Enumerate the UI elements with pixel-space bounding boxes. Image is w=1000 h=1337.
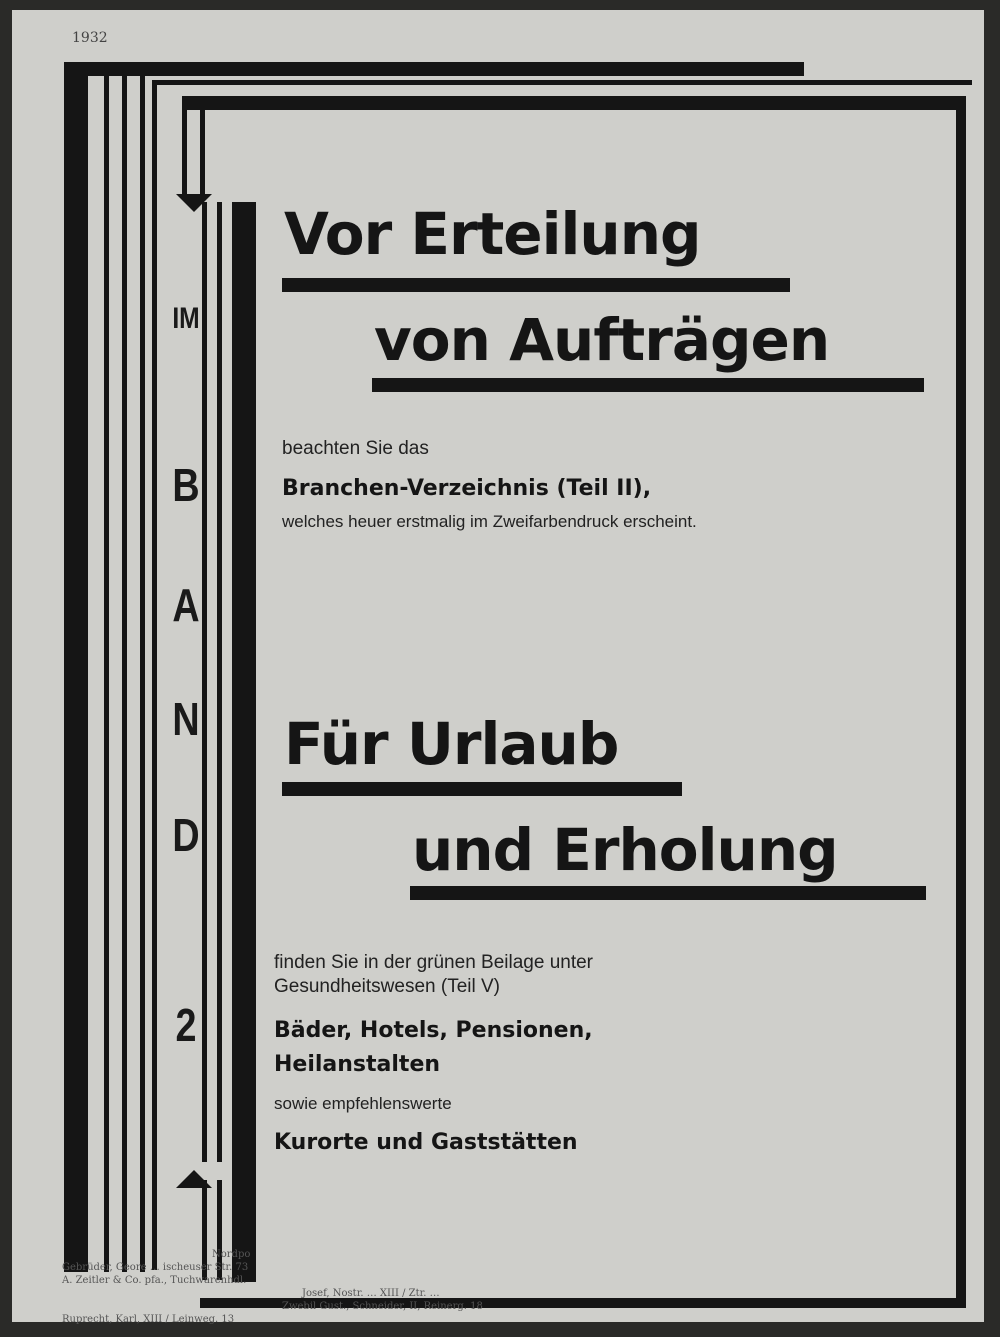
heading-fuer-urlaub: Für Urlaub: [284, 710, 619, 778]
footer-line: Gebrüder, Geore … ischeuser Str. 73: [62, 1262, 249, 1273]
page: [12, 10, 984, 1325]
section2-intro-line2: Gesundheitswesen (Teil V): [274, 976, 500, 997]
heading-underline-1: [282, 278, 790, 292]
frame-bar-outer-top: [64, 62, 804, 76]
frame-line-top-2: [152, 80, 972, 85]
footer-line: Zwebil Gust., Schneider, II, Reinerg. 18: [282, 1301, 483, 1312]
section1-note: welches heuer erstmalig im Zweifarbendruck erscheint.: [282, 512, 697, 531]
frame-line-2: [104, 62, 109, 1272]
side-letter-d: D: [172, 809, 200, 861]
band-thick: [232, 202, 256, 1282]
footer-line: Josef, Nostr. … XIII / Ztr. …: [302, 1288, 440, 1299]
frame-bar-outer-left: [64, 62, 88, 1272]
section2-highlight-line3: Kurorte und Gaststätten: [274, 1130, 578, 1155]
section1-intro: beachten Sie das: [282, 438, 429, 459]
section2-middle: sowie empfehlenswerte: [274, 1094, 452, 1113]
frame-line-top-3: [182, 96, 966, 110]
section2-highlight-line1: Bäder, Hotels, Pensionen,: [274, 1018, 593, 1043]
heading-underline-3: [282, 782, 682, 796]
side-label-im: IM: [172, 302, 200, 335]
footer-fragments: [62, 1248, 542, 1326]
frame-line-4: [140, 62, 145, 1272]
side-letter-a: A: [172, 579, 200, 631]
footer-line: Ruprecht, Karl, XIII / Leinweg. 13: [62, 1314, 235, 1325]
page-number: 1932: [72, 30, 108, 46]
section2-highlight-line2: Heilanstalten: [274, 1052, 441, 1077]
frame-line-7: [200, 108, 205, 196]
heading-underline-2: [372, 378, 924, 392]
section1-highlight: Branchen-Verzeichnis (Teil II),: [282, 476, 652, 501]
arrow-up-icon: [176, 1170, 212, 1188]
side-letter-b: B: [172, 459, 200, 511]
footer-line: Nordpo: [212, 1249, 251, 1260]
band-line-2: [217, 202, 222, 1162]
side-letter-2: 2: [175, 999, 197, 1051]
arrow-down-icon: [176, 194, 212, 212]
heading-und-erholung: und Erholung: [412, 816, 838, 884]
frame-line-3: [122, 62, 127, 1272]
heading-von-auftraegen: von Aufträgen: [374, 306, 830, 374]
heading-vor-erteilung: Vor Erteilung: [284, 200, 701, 268]
frame-line-5: [152, 80, 157, 1270]
frame-right: [956, 96, 966, 1308]
footer-line: A. Zeitler & Co. pfa., Tuchwarenhdl.: [62, 1275, 247, 1286]
section2-intro-line1: finden Sie in der grünen Beilage unter: [274, 952, 594, 973]
frame-line-6: [182, 96, 187, 196]
side-letter-n: N: [172, 693, 200, 745]
heading-underline-4: [410, 886, 926, 900]
